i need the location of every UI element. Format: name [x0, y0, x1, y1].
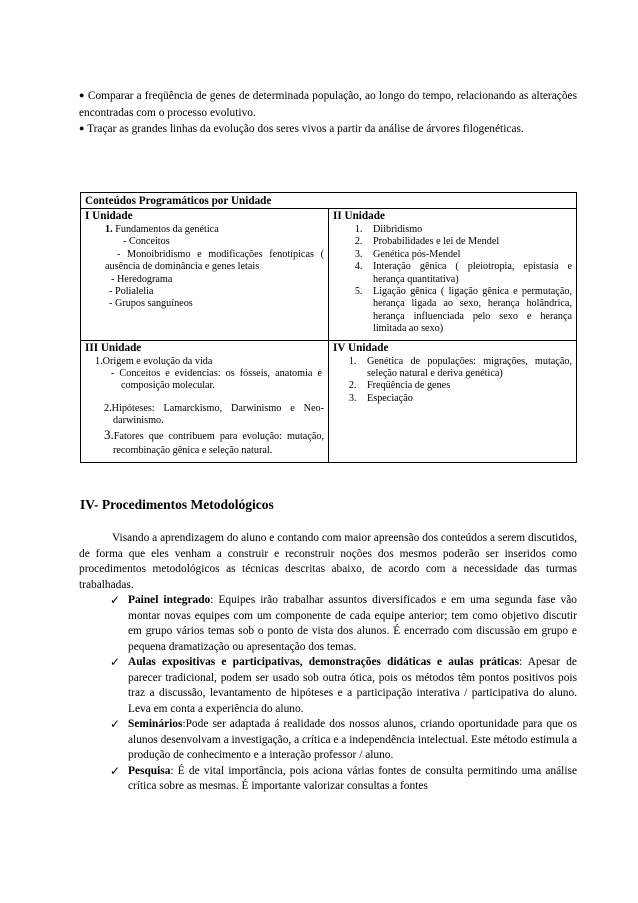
- unit-4-title: IV Unidade: [333, 341, 389, 354]
- list-item: - Heredograma: [111, 273, 173, 285]
- objective-item: ● Traçar as grandes linhas da evolução dos seres vivos a partir da análise de árvores filogenéticas.: [79, 123, 524, 135]
- unit-3-cell: [81, 340, 329, 462]
- table-header: Conteúdos Programáticos por Unidade: [81, 193, 577, 209]
- list-item: - Grupos sanguíneos: [109, 298, 193, 310]
- list-item: 5. Ligação gênica ( ligação gênica e permutação, herança ligada ao sexo, herança holândrica, herança influenciada pelo sexo e herança limitada ao sexo): [365, 286, 572, 336]
- list-item: 3.Fatores que contribuem para evolução: mutação, recombinação gênica e seleção natural.: [104, 426, 324, 456]
- unit-4-cell: [329, 340, 577, 462]
- unit-1-cell: [81, 209, 329, 341]
- bullet-icon: ●: [79, 90, 85, 100]
- unit-2-title: II Unidade: [333, 210, 385, 222]
- list-item: 1.Origem e evolução da vida: [95, 355, 213, 367]
- list-item: 3. Especiação: [359, 393, 572, 405]
- method-item: ✓ Pesquisa: É de vital importância, pois aciona várias fontes de consulta permitindo uma análise crítica sobre as mesmas. É importante valorizar consultas a fontes: [110, 763, 577, 792]
- method-item: ✓ Painel integrado: Equipes irão trabalhar assuntos diversificados e em uma segunda fase vão montar novas equipes com um componente de cada equipe anterior; tem como objetivo discutir em grupo vários temas sob o ponto de vista dos alunos. É encerrado com discussão em grupo e pequena dramatização ou apresentação dos temas.: [110, 593, 578, 653]
- unit-2-cell: [329, 209, 577, 341]
- check-icon: ✓: [110, 717, 121, 731]
- list-item: 3. Genética pós-Mendel: [365, 249, 572, 261]
- unit-3-title: III Unidade: [85, 341, 142, 354]
- method-intro: Visando a aprendizagem do aluno e contando com maior apreensão dos conteúdos a serem discutidos, de forma que eles venham a construir e reconstruir noções dos mesmos poderão ser inseridos como procedimentos metodológicos as técnicas descritas abaixo, de acordo com a necessidade das turmas trabalhadas.: [79, 532, 577, 591]
- list-item: - Polialelia: [109, 286, 154, 298]
- list-item: 2. Freqüência de genes: [359, 380, 572, 392]
- list-item: 1. Genética de populações: migrações, mutação, seleção natural e deriva genética): [359, 356, 572, 381]
- list-item: 2. Probabilidades e lei de Mendel: [365, 236, 572, 248]
- list-item: - Monoibridismo e modificações fenotípicas ( ausência de dominância e genes letais: [105, 248, 324, 273]
- list-item: 1. Diibridismo: [365, 224, 572, 236]
- list-item: 4. Interação gênica ( pleiotropia, epistasia e herança quantitativa): [365, 261, 572, 286]
- units-table: [80, 192, 577, 463]
- check-icon: ✓: [110, 593, 121, 607]
- check-icon: ✓: [110, 763, 121, 778]
- list-item: - Conceitos: [123, 236, 170, 248]
- list-item: 1. Fundamentos da genética: [105, 224, 219, 235]
- bullet-icon: ●: [79, 123, 85, 133]
- objective-item: ● Comparar a freqüência de genes de determinada população, ao longo do tempo, relacionando as alterações encontradas com o processo evolutivo.: [79, 90, 578, 119]
- list-item: 2.Hipóteses: Lamarckismo, Darwinismo e Neo-darwinismo.: [104, 402, 324, 427]
- section-title: IV- Procedimentos Metodológicos: [80, 497, 274, 512]
- method-item: ✓ Aulas expositivas e participativas, demonstrações didáticas e aulas práticas: Apesar de parecer tradicional, podem ser usado sob outra ótica, pois os métodos têm pontos positivos pois traz a discussão, levantamento de hipóteses e a participação interativa / participativa do aluno. Leva em conta a experiência do aluno.: [110, 655, 577, 715]
- methods-section: [79, 531, 577, 795]
- method-item: ✓ Seminários:Pode ser adaptada á realidade dos nossos alunos, criando oportunidade para que os alunos desenvolvam a investigação, a crítica e a independência intelectual. Este método estimula a produção de conhecimento e a interação professor / aluno.: [110, 717, 577, 761]
- check-icon: ✓: [110, 655, 121, 669]
- unit-1-title: I Unidade: [85, 210, 133, 222]
- objectives-list: [79, 88, 577, 138]
- list-item: - Conceitos e evidencias: os fósseis, anatomia e composição molecular.: [111, 368, 322, 392]
